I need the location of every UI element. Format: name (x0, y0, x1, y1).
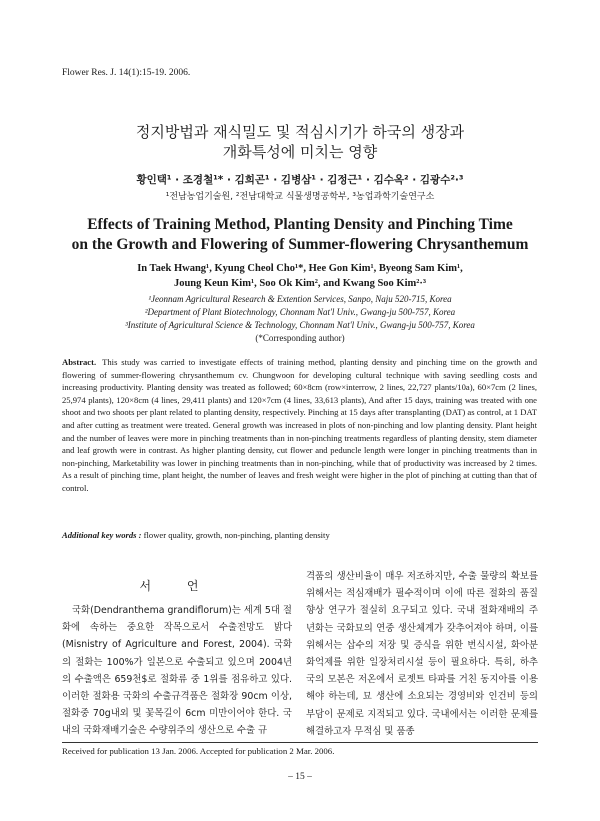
korean-title-line-1: 정지방법과 재식밀도 및 적심시기가 하국의 생장과 (135, 123, 465, 141)
section-heading-introduction: 서 언 (139, 579, 215, 593)
received-note: Received for publication 13 Jan. 2006. Accepted for publication 2 Mar. 2006. (62, 746, 335, 756)
abstract (62, 356, 537, 495)
left-column (62, 602, 292, 740)
english-title-line-1: Effects of Training Method, Planting Density and Pinching Time (87, 216, 513, 233)
page-number: – 15 – (288, 772, 312, 782)
english-title-line-2: on the Growth and Flowering of Summer-flowering Chrysanthemum (71, 236, 529, 253)
keywords-label: Additional key words : (62, 530, 142, 540)
english-authors-line-1: In Taek Hwang¹, Kyung Cheol Cho¹*, Hee Gon Kim¹, Byeong Sam Kim¹, (137, 263, 463, 274)
affiliation-1: ¹Jeonnam Agricultural Research & Extention Services, Sanpo, Naju 520-715, Korea (148, 294, 452, 304)
corresponding-author-note: (*Corresponding author) (255, 333, 345, 343)
left-column-paragraph: 국화(Dendranthema grandiflorum)는 세계 5대 절화에 속하는 중요한 작목으로서 수출전망도 밝다(Misnistry of Agriculture and Forest, 2004). 국화의 절화는 100%가 일본으로 수출되고 있으며 2004년의 수출액은 659천$로 절화류 중 1위를 점유하고 있다. 이러한 절화용 국화의 수출규격품은 절화장 90cm 이상, 절화중 70g내외 및 꽃목길이 6cm 미만이어야 한다. 국내의 국화재배기술은 수량위주의 생산으로 수출 규 (62, 605, 292, 737)
journal-reference: Flower Res. J. 14(1):15-19. 2006. (62, 68, 191, 78)
korean-authors: 황인택¹ · 조경철¹* · 김희곤¹ · 김병삼¹ · 김정근¹ · 김수옥² · 김광수²·³ (136, 174, 464, 186)
korean-title-line-2: 개화특성에 미치는 영향 (222, 143, 378, 161)
abstract-label: Abstract. (62, 357, 97, 367)
right-column (306, 568, 538, 740)
affiliation-3: ³Institute of Agricultural Science & Technology, Chonnam Nat'l Univ., Gwang-ju 500-757, Korea (125, 320, 475, 330)
english-authors-line-2: Joung Keun Kim¹, Soo Ok Kim², and Kwang Soo Kim²·³ (173, 278, 427, 289)
korean-affiliations: ¹전남농업기술원, ²전남대학교 식물생명공학부, ³농업과학기술연구소 (165, 192, 435, 202)
affiliation-2: ²Department of Plant Biotechnology, Chonnam Nat'l Univ., Gwang-ju 500-757, Korea (144, 307, 456, 317)
footnote-divider (62, 742, 538, 743)
abstract-text: This study was carried to investigate effects of training method, planting density and pinching time on the growth and flowering of summer-flowering chrysanthemum cv. Chungwoon for developing cultural technique with saving seedling costs and increasing productivity. Planting density was treated as followed; 60×8cm (row×interrow, 2 lines, 22,727 plants/10a), 60×7cm (2 lines, 25,974 plants), 120×8cm (4 lines, 29,411 plants) and 120×7cm (4 lines, 33,613 plants), And after 15 days, training was treated with one shoot and two shoots per plant related to planting density, respectively. Pinching at 15 days after transplanting (DAT) as control, at 1 DAT and after cutting as treatment were treated. General growth was increased in plots of non-pinching and low planting density. Plant height and the number of leaves were more in pinching treatments than in non-pinching treatments regardless of planting density, stem diameter and leaf growth were in contrast. As higher planting density, cut flower and peduncle length were longer in pinching treatments than in non-pinching, Marketability was lower in pinching treatments than in non-pinching, while that of productivity was increased by 2 times. As a result of pinching time, plant height, the number of leaves and fresh weight were higher in the plot of pinching at cutting than that of control. (62, 357, 537, 493)
keywords-text: flower quality, growth, non-pinching, planting density (143, 530, 330, 540)
keywords (62, 530, 537, 540)
right-column-paragraph: 격품의 생산비율이 매우 저조하지만, 수출 물량의 확보를 위해서는 적심재배가 필수적이며 이에 따른 절화의 품질향상 연구가 절실히 요구되고 있다. 국내 절화재배의 주년화는 국화묘의 연중 생산체계가 갖추어져야 하며, 이를 위해서는 삽수의 저장 및 증식을 위한 번식시설, 화아분화억제를 위한 일장처리시설 등이 필요하다. 특히, 하추국의 모본은 저온에서 로젯트 타파를 거친 동지아를 이용해야 하는데, 묘 생산에 소요되는 경영비와 인건비 등의 부담이 문제로 지적되고 있다. 국내에서는 이러한 문제를 해결하고자 무적심 및 품종 (306, 571, 538, 737)
